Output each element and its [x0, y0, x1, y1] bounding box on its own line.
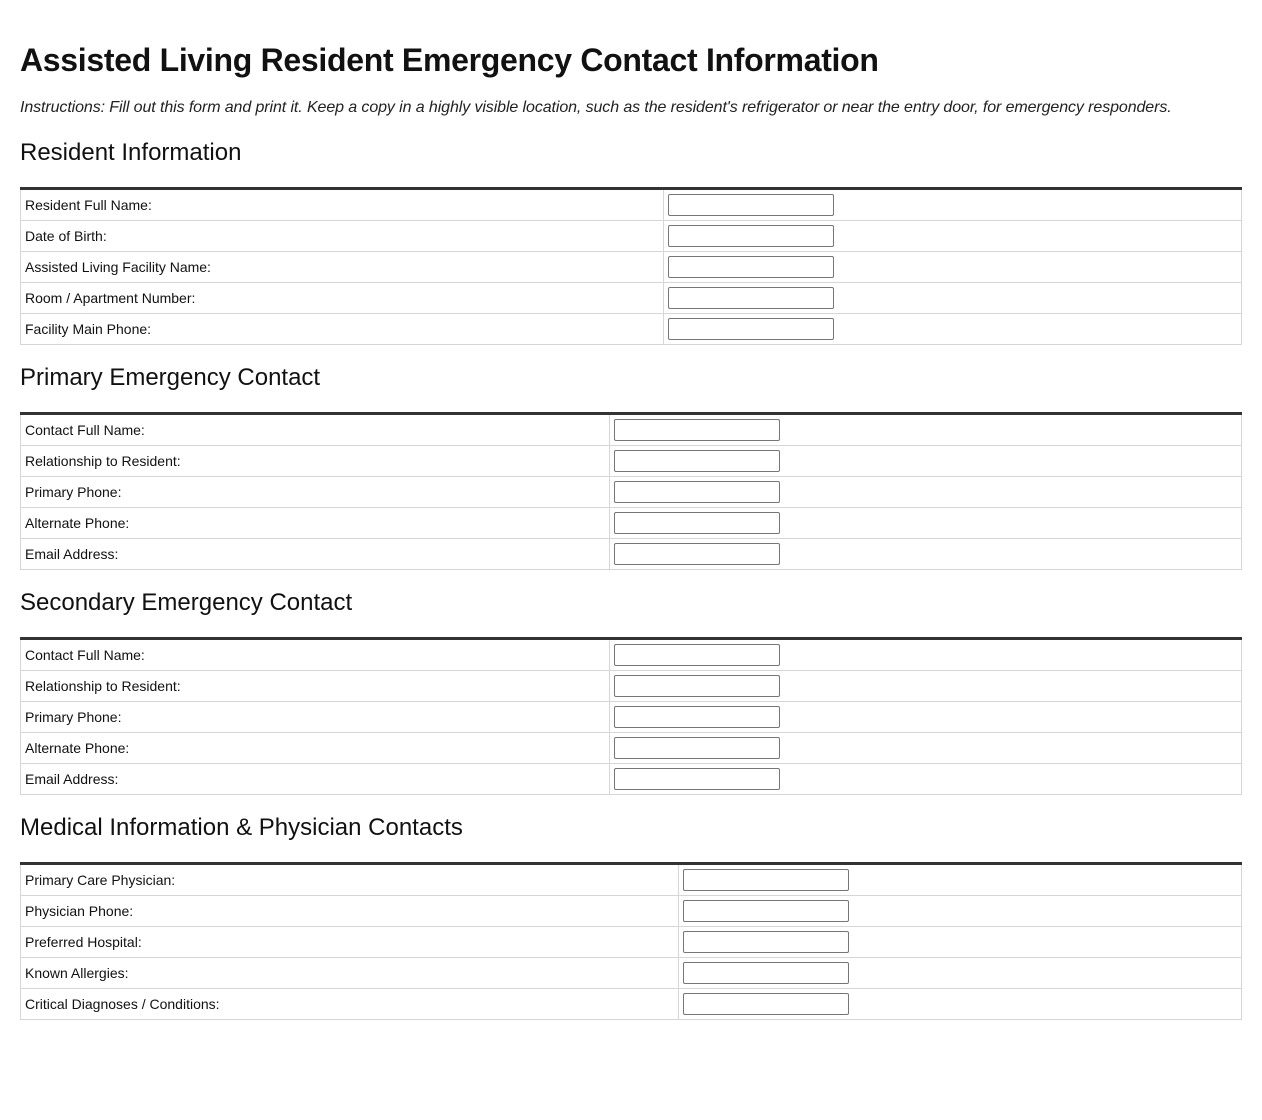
- section-primary-emergency-contact: [20, 363, 1242, 570]
- table-row: [21, 702, 1242, 733]
- table-row: [21, 446, 1242, 477]
- field-cell: [664, 189, 1242, 221]
- table-row: [21, 958, 1242, 989]
- table-row: [21, 252, 1242, 283]
- table-row: [21, 896, 1242, 927]
- table-row: [21, 414, 1242, 446]
- field-cell: [679, 989, 1242, 1020]
- primary-contact-name-input[interactable]: [614, 419, 780, 441]
- secondary-contact-alt-phone-input[interactable]: [614, 737, 780, 759]
- table-row: [21, 477, 1242, 508]
- field-label: Relationship to Resident:: [21, 671, 610, 702]
- field-label: Resident Full Name:: [21, 189, 664, 221]
- section-secondary-emergency-contact: [20, 588, 1242, 795]
- table-row: [21, 764, 1242, 795]
- section-heading: Primary Emergency Contact: [20, 364, 321, 391]
- field-label: Contact Full Name:: [21, 639, 610, 671]
- field-cell: [679, 927, 1242, 958]
- table-row: [21, 671, 1242, 702]
- table-row: [21, 508, 1242, 539]
- known-allergies-input[interactable]: [683, 962, 849, 984]
- field-label: Facility Main Phone:: [21, 314, 664, 345]
- facility-name-input[interactable]: [668, 256, 834, 278]
- field-label: Primary Care Physician:: [21, 864, 679, 896]
- table-row: [21, 539, 1242, 570]
- secondary-contact-email-input[interactable]: [614, 768, 780, 790]
- section-resident-information: [20, 138, 1242, 345]
- field-cell: [664, 221, 1242, 252]
- primary-contact-table: [20, 412, 1242, 570]
- secondary-contact-relationship-input[interactable]: [614, 675, 780, 697]
- field-label: Room / Apartment Number:: [21, 283, 664, 314]
- field-label: Contact Full Name:: [21, 414, 610, 446]
- secondary-contact-name-input[interactable]: [614, 644, 780, 666]
- field-label: Primary Phone:: [21, 702, 610, 733]
- field-cell: [679, 958, 1242, 989]
- field-label: Critical Diagnoses / Conditions:: [21, 989, 679, 1020]
- table-row: [21, 314, 1242, 345]
- field-cell: [610, 639, 1242, 671]
- field-label: Physician Phone:: [21, 896, 679, 927]
- field-cell: [664, 283, 1242, 314]
- critical-diagnoses-input[interactable]: [683, 993, 849, 1015]
- section-heading: Medical Information & Physician Contacts: [20, 814, 463, 841]
- field-cell: [610, 733, 1242, 764]
- field-label: Alternate Phone:: [21, 508, 610, 539]
- date-of-birth-input[interactable]: [668, 225, 834, 247]
- instructions-text: Instructions: Fill out this form and print it. Keep a copy in a highly visible location, such as the resident's refrigerator or near the entry door, for emergency responders.: [20, 99, 1172, 116]
- field-label: Known Allergies:: [21, 958, 679, 989]
- preferred-hospital-input[interactable]: [683, 931, 849, 953]
- field-cell: [610, 477, 1242, 508]
- facility-phone-input[interactable]: [668, 318, 834, 340]
- field-label: Relationship to Resident:: [21, 446, 610, 477]
- field-cell: [610, 414, 1242, 446]
- primary-care-physician-input[interactable]: [683, 869, 849, 891]
- primary-contact-phone-input[interactable]: [614, 481, 780, 503]
- field-label: Email Address:: [21, 764, 610, 795]
- primary-contact-relationship-input[interactable]: [614, 450, 780, 472]
- field-cell: [664, 252, 1242, 283]
- table-row: [21, 927, 1242, 958]
- table-row: [21, 989, 1242, 1020]
- primary-contact-email-input[interactable]: [614, 543, 780, 565]
- secondary-contact-table: [20, 637, 1242, 795]
- section-medical-information: [20, 813, 1242, 1020]
- field-label: Alternate Phone:: [21, 733, 610, 764]
- field-label: Date of Birth:: [21, 221, 664, 252]
- resident-information-table: [20, 187, 1242, 345]
- field-cell: [610, 671, 1242, 702]
- table-row: [21, 864, 1242, 896]
- table-row: [21, 733, 1242, 764]
- field-cell: [610, 764, 1242, 795]
- table-row: [21, 189, 1242, 221]
- secondary-contact-phone-input[interactable]: [614, 706, 780, 728]
- medical-information-table: [20, 862, 1242, 1020]
- page-title: Assisted Living Resident Emergency Contact Information: [20, 42, 879, 78]
- section-heading: Resident Information: [20, 139, 242, 166]
- primary-contact-alt-phone-input[interactable]: [614, 512, 780, 534]
- table-row: [21, 283, 1242, 314]
- field-cell: [610, 446, 1242, 477]
- section-heading: Secondary Emergency Contact: [20, 589, 353, 616]
- room-number-input[interactable]: [668, 287, 834, 309]
- field-label: Assisted Living Facility Name:: [21, 252, 664, 283]
- field-cell: [664, 314, 1242, 345]
- physician-phone-input[interactable]: [683, 900, 849, 922]
- field-cell: [679, 896, 1242, 927]
- field-cell: [610, 702, 1242, 733]
- field-label: Email Address:: [21, 539, 610, 570]
- table-row: [21, 639, 1242, 671]
- field-cell: [610, 539, 1242, 570]
- field-label: Primary Phone:: [21, 477, 610, 508]
- field-cell: [610, 508, 1242, 539]
- table-row: [21, 221, 1242, 252]
- resident-full-name-input[interactable]: [668, 194, 834, 216]
- field-label: Preferred Hospital:: [21, 927, 679, 958]
- field-cell: [679, 864, 1242, 896]
